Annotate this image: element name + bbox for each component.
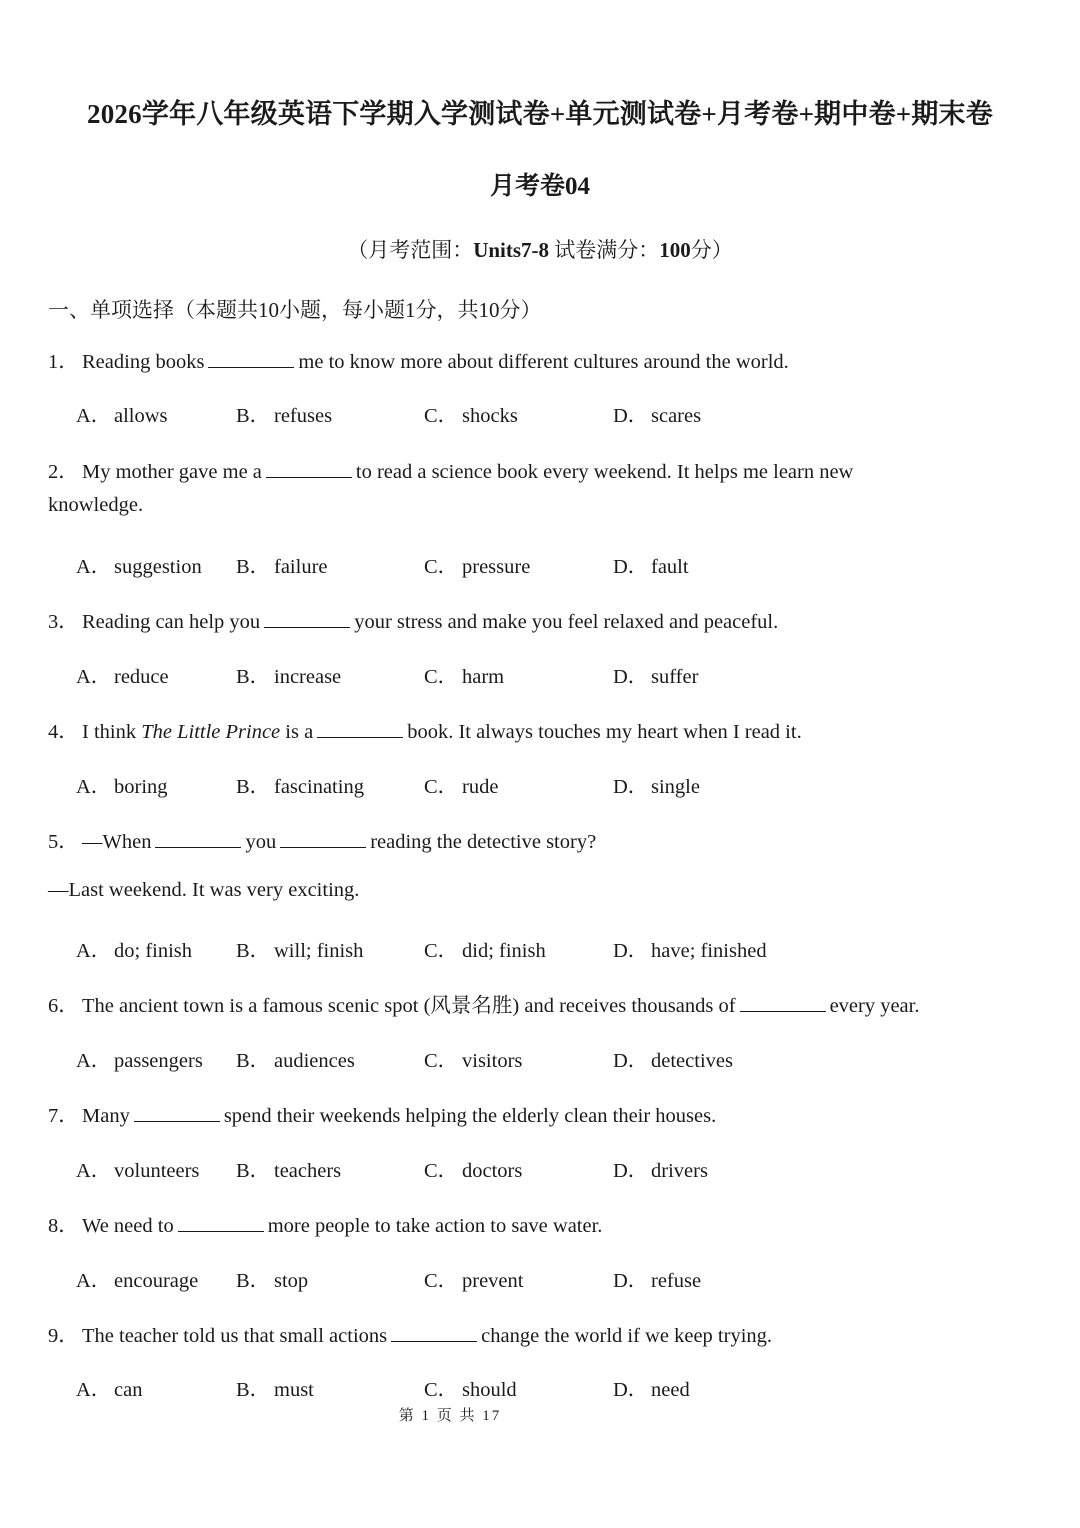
question-text: book. It always touches my heart when I read it. (407, 721, 802, 743)
question-5-reply: —Last weekend. It was very exciting. (48, 879, 360, 901)
option-letter: D． (613, 556, 649, 578)
option-letter: D． (613, 1160, 649, 1182)
option-letter: D． (613, 776, 649, 798)
option-b[interactable] (236, 933, 363, 963)
question-text: —When (82, 831, 152, 853)
option-d[interactable] (613, 1372, 690, 1402)
option-text: audiences (274, 1050, 355, 1072)
option-text: single (651, 776, 700, 798)
option-text: suffer (651, 666, 699, 688)
question-4 (48, 714, 802, 744)
question-number: 5． (48, 831, 79, 853)
question-number: 3． (48, 611, 79, 633)
option-d[interactable] (613, 398, 701, 428)
question-number: 2． (48, 461, 79, 483)
option-letter: C． (424, 1160, 459, 1182)
option-letter: D． (613, 1270, 649, 1292)
answer-blank[interactable] (317, 719, 403, 738)
question-text: I think (82, 721, 142, 743)
question-6 (48, 988, 919, 1018)
question-text: your stress and make you feel relaxed and peaceful. (354, 611, 779, 633)
option-a[interactable] (76, 1043, 203, 1073)
exam-scope (0, 234, 1080, 264)
option-letter: A． (76, 556, 112, 578)
option-text: pressure (462, 556, 531, 578)
option-a[interactable] (76, 1263, 198, 1293)
question-9 (48, 1318, 772, 1348)
question-text: every year. (829, 995, 920, 1017)
exam-subtitle: 月考卷04 (489, 173, 590, 200)
option-letter: A． (76, 776, 112, 798)
answer-blank[interactable] (178, 1213, 264, 1232)
option-letter: A． (76, 1050, 112, 1072)
question-text: Many (82, 1105, 130, 1127)
option-text: fascinating (274, 776, 364, 798)
option-b[interactable] (236, 398, 332, 428)
option-d[interactable] (613, 1263, 701, 1293)
option-letter: B． (236, 1379, 271, 1401)
option-text: visitors (462, 1050, 523, 1072)
option-text: encourage (114, 1270, 199, 1292)
option-letter: B． (236, 405, 271, 427)
option-letter: C． (424, 405, 459, 427)
option-text: doctors (462, 1160, 523, 1182)
question-number: 4． (48, 721, 79, 743)
option-text: detectives (651, 1050, 733, 1072)
option-d[interactable] (613, 549, 689, 579)
option-letter: C． (424, 1270, 459, 1292)
option-text: volunteers (114, 1160, 200, 1182)
question-text: We need to (82, 1215, 174, 1237)
option-text: refuses (274, 405, 333, 427)
option-b[interactable] (236, 1263, 308, 1293)
question-text: Reading books (82, 351, 205, 373)
option-letter: C． (424, 1379, 459, 1401)
option-text: scares (651, 405, 702, 427)
option-text: shocks (462, 405, 518, 427)
option-text: failure (274, 556, 328, 578)
question-text: change the world if we keep trying. (481, 1325, 773, 1347)
option-text: harm (462, 666, 505, 688)
option-text: should (462, 1379, 517, 1401)
answer-blank[interactable] (391, 1323, 477, 1342)
answer-blank[interactable] (264, 609, 350, 628)
option-text: prevent (462, 1270, 524, 1292)
option-c[interactable] (424, 398, 518, 428)
question-text: spend their weekends helping the elderly clean their houses. (223, 1105, 717, 1127)
question-text: The teacher told us that small actions (82, 1325, 388, 1347)
option-text: can (114, 1379, 143, 1401)
option-b[interactable] (236, 1372, 314, 1402)
option-letter: D． (613, 405, 649, 427)
option-letter: C． (424, 940, 459, 962)
question-1 (48, 344, 789, 374)
option-text: have; finished (651, 940, 767, 962)
option-text: must (274, 1379, 314, 1401)
option-b[interactable] (236, 659, 341, 689)
answer-blank[interactable] (208, 349, 294, 368)
question-text: to read a science book every weekend. It helps me learn new (355, 461, 854, 483)
option-letter: D． (613, 1050, 649, 1072)
question-text: more people to take action to save water. (267, 1215, 603, 1237)
option-letter: D． (613, 1379, 649, 1401)
option-letter: A． (76, 405, 112, 427)
option-letter: C． (424, 556, 459, 578)
option-c[interactable] (424, 659, 504, 689)
answer-blank[interactable] (280, 829, 366, 848)
scope-mid: 试卷满分： (549, 238, 660, 262)
option-letter: B． (236, 940, 271, 962)
option-c[interactable] (424, 1263, 523, 1293)
question-7 (48, 1098, 716, 1128)
page-footer: 第 1 页 共 17 (398, 1408, 502, 1424)
question-3 (48, 604, 778, 634)
option-a[interactable] (76, 659, 169, 689)
option-b[interactable] (236, 549, 328, 579)
option-c[interactable] (424, 1043, 522, 1073)
option-text: drivers (651, 1160, 708, 1182)
option-b[interactable] (236, 1153, 341, 1183)
option-letter: B． (236, 776, 271, 798)
option-c[interactable] (424, 933, 546, 963)
option-letter: B． (236, 556, 271, 578)
answer-blank[interactable] (155, 829, 241, 848)
option-letter: B． (236, 1270, 271, 1292)
option-text: rude (462, 776, 499, 798)
answer-blank[interactable] (740, 993, 826, 1012)
option-c[interactable] (424, 769, 498, 799)
option-b[interactable] (236, 1043, 355, 1073)
question-text: reading the detective story? (370, 831, 597, 853)
option-a[interactable] (76, 549, 202, 579)
option-letter: A． (76, 1270, 112, 1292)
scope-score: 100 (659, 238, 691, 262)
option-a[interactable] (76, 769, 168, 799)
option-letter: C． (424, 1050, 459, 1072)
option-text: stop (274, 1270, 309, 1292)
option-letter: C． (424, 666, 459, 688)
option-d[interactable] (613, 1043, 733, 1073)
option-c[interactable] (424, 549, 530, 579)
question-text: The ancient town is a famous scenic spot (风景名胜) and receives thousands of (82, 995, 736, 1017)
option-text: need (651, 1379, 690, 1401)
option-a[interactable] (76, 398, 168, 428)
question-text: My mother gave me a (82, 461, 262, 483)
question-text: Reading can help you (82, 611, 261, 633)
option-text: did; finish (462, 940, 546, 962)
option-letter: A． (76, 1160, 112, 1182)
question-number: 1． (48, 351, 79, 373)
answer-blank[interactable] (134, 1103, 220, 1122)
option-text: refuse (651, 1270, 702, 1292)
question-text: you (245, 831, 277, 853)
answer-blank[interactable] (266, 459, 352, 478)
option-text: do; finish (114, 940, 193, 962)
option-text: fault (651, 556, 689, 578)
option-letter: C． (424, 776, 459, 798)
option-a[interactable] (76, 933, 192, 963)
scope-close: 分） (690, 238, 733, 262)
section-heading: 一、单项选择（本题共10小题，每小题1分，共10分） (48, 298, 542, 322)
option-d[interactable] (613, 659, 698, 689)
option-d[interactable] (613, 769, 700, 799)
question-text: me to know more about different cultures around the world. (298, 351, 789, 373)
option-letter: B． (236, 666, 271, 688)
question-number: 9． (48, 1325, 79, 1347)
question-number: 6． (48, 995, 79, 1017)
question-5 (48, 824, 596, 854)
option-letter: B． (236, 1050, 271, 1072)
scope-open: （月考范围： (347, 238, 474, 262)
option-text: passengers (114, 1050, 203, 1072)
option-d[interactable] (613, 1153, 708, 1183)
option-letter: D． (613, 666, 649, 688)
option-a[interactable] (76, 1372, 142, 1402)
question-2-continued: knowledge. (48, 494, 144, 516)
question-number: 8． (48, 1215, 79, 1237)
option-text: suggestion (114, 556, 202, 578)
option-c[interactable] (424, 1372, 517, 1402)
option-d[interactable] (613, 933, 767, 963)
option-b[interactable] (236, 769, 364, 799)
option-letter: D． (613, 940, 649, 962)
question-8 (48, 1208, 602, 1238)
scope-units: Units7-8 (473, 238, 550, 262)
option-text: reduce (114, 666, 169, 688)
option-letter: A． (76, 666, 112, 688)
option-text: teachers (274, 1160, 342, 1182)
question-text: is a (280, 721, 314, 743)
option-text: increase (274, 666, 342, 688)
option-letter: A． (76, 940, 112, 962)
question-2 (48, 454, 853, 484)
exam-title: 2026学年八年级英语下学期入学测试卷+单元测试卷+月考卷+期中卷+期末卷 (87, 99, 993, 129)
option-a[interactable] (76, 1153, 199, 1183)
option-letter: B． (236, 1160, 271, 1182)
question-number: 7． (48, 1105, 79, 1127)
option-letter: A． (76, 1379, 112, 1401)
option-text: allows (114, 405, 168, 427)
book-title: The Little Prince (141, 721, 281, 743)
option-c[interactable] (424, 1153, 522, 1183)
option-text: will; finish (274, 940, 364, 962)
option-text: boring (114, 776, 168, 798)
